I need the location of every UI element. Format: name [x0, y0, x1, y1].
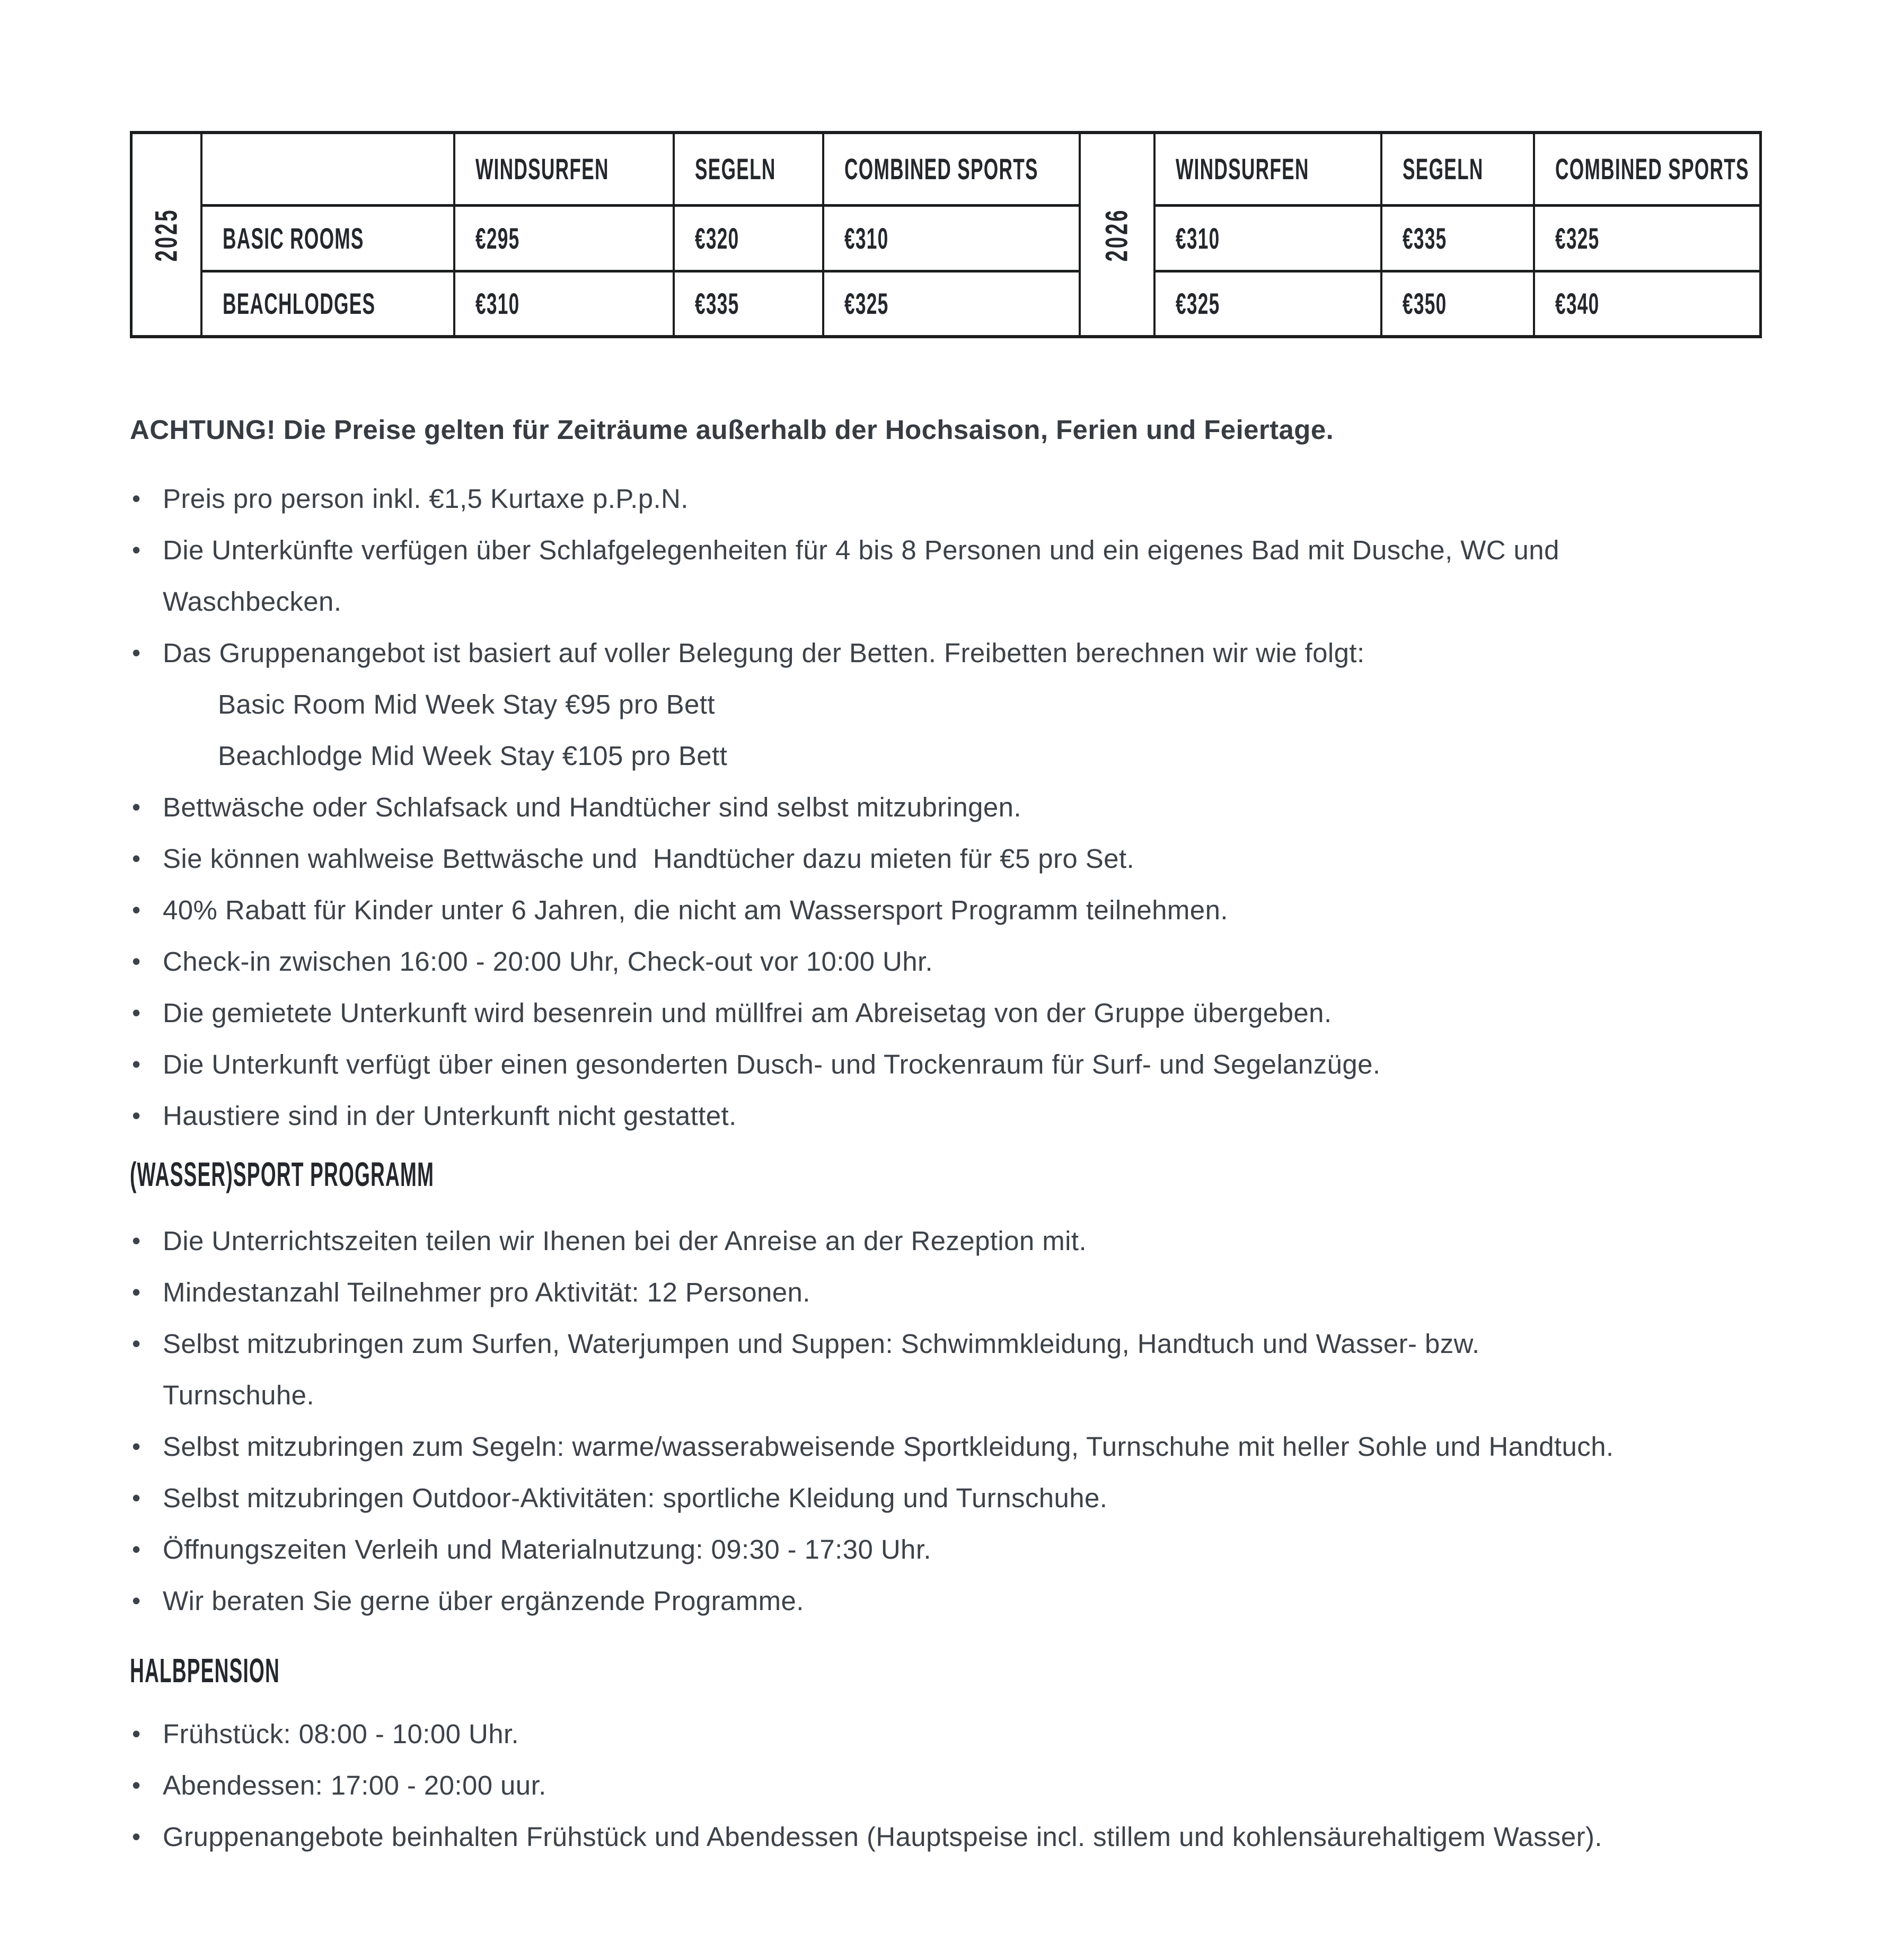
price-cell	[1534, 205, 1761, 271]
room-label-cell	[201, 271, 454, 337]
list-item: • Mindestanzahl Teilnehmer pro Aktivität: 12 Personen.	[130, 1267, 1756, 1318]
price-value: €350	[1402, 287, 1447, 321]
column-header-label: WINDSURFEN	[475, 152, 609, 186]
table-row-beachlodges	[131, 271, 1761, 337]
wassersport-list	[130, 1215, 1756, 1627]
list-item: • Die gemietete Unterkunft wird besenrein und müllfrei am Abreisetag von der Gruppe übergeben.	[130, 987, 1756, 1039]
section-heading-wassersport	[130, 1150, 1756, 1199]
table-header-row	[131, 133, 1761, 205]
price-cell	[674, 271, 823, 337]
list-item: • 40% Rabatt für Kinder unter 6 Jahren, die nicht am Wassersport Programm teilnehmen.	[130, 884, 1756, 936]
column-header-segeln-2026	[1381, 133, 1534, 205]
list-item: • Frühstück: 08:00 - 10:00 Uhr.	[130, 1708, 1756, 1760]
column-header-label: WINDSURFEN	[1175, 152, 1309, 186]
list-sub-item: Beachlodge Mid Week Stay €105 pro Bett	[218, 741, 728, 771]
list-item: • Selbst mitzubringen Outdoor-Aktivitäten: sportliche Kleidung und Turnschuhe.	[130, 1472, 1756, 1524]
column-header-label: COMBINED SPORTS	[1555, 152, 1749, 186]
price-value: €310	[1175, 221, 1220, 255]
column-header-windsurfen-2026	[1154, 133, 1381, 205]
price-value: €335	[694, 287, 739, 321]
list-item: • Selbst mitzubringen zum Segeln: warme/wasserabweisende Sportkleidung, Turnschuhe mit heller Sohle und Handtuch.	[130, 1421, 1756, 1472]
list-item: • Öffnungszeiten Verleih und Materialnutzung: 09:30 - 17:30 Uhr.	[130, 1524, 1756, 1575]
price-value: €325	[1555, 221, 1600, 255]
price-value: €310	[475, 287, 520, 321]
list-item: • Das Gruppenangebot ist basiert auf voller Belegung der Betten. Freibetten berechnen wir wie folgt:	[130, 627, 1756, 679]
notice-text: ACHTUNG! Die Preise gelten für Zeiträume außerhalb der Hochsaison, Ferien und Feiertage.	[130, 415, 1334, 445]
list-sub-item: Basic Room Mid Week Stay €95 pro Bett	[218, 689, 715, 719]
price-cell	[1154, 271, 1381, 337]
price-cell	[1381, 205, 1534, 271]
price-value: €335	[1402, 221, 1447, 255]
price-cell	[454, 205, 674, 271]
column-header-label: COMBINED SPORTS	[844, 152, 1038, 186]
column-header-windsurfen-2025	[454, 133, 674, 205]
price-cell	[823, 205, 1080, 271]
room-label: BASIC ROOMS	[222, 221, 364, 255]
price-value: €320	[694, 221, 739, 255]
section-heading-label: HALBPENSION	[130, 1651, 280, 1690]
pricing-table	[130, 131, 1762, 338]
table-row-basic-rooms	[131, 205, 1761, 271]
price-value: €325	[1175, 287, 1220, 321]
list-item: • Preis pro person inkl. €1,5 Kurtaxe p.P.p.N.	[130, 473, 1756, 524]
list-item: • Abendessen: 17:00 - 20:00 uur.	[130, 1760, 1756, 1811]
price-value: €340	[1555, 287, 1600, 321]
list-item: • Die Unterkünfte verfügen über Schlafgelegenheiten für 4 bis 8 Personen und ein eigenes Bad mit Dusche, WC und	[130, 524, 1756, 576]
price-cell	[1534, 271, 1761, 337]
list-item: • Selbst mitzubringen zum Surfen, Waterjumpen und Suppen: Schwimmkleidung, Handtuch und Wasser- bzw.	[130, 1318, 1756, 1369]
column-header-combined-2025	[823, 133, 1080, 205]
list-item: • Sie können wahlweise Bettwäsche und Handtücher dazu mieten für €5 pro Set.	[130, 833, 1756, 884]
section-heading-halbpension	[130, 1646, 1756, 1695]
room-label: BEACHLODGES	[222, 287, 375, 321]
list-item: • Haustiere sind in der Unterkunft nicht gestattet.	[130, 1090, 1756, 1141]
price-value: €310	[844, 221, 889, 255]
price-cell	[823, 271, 1080, 337]
room-type-header-cell	[201, 133, 454, 205]
column-header-label: SEGELN	[1402, 152, 1484, 186]
price-cell	[1381, 271, 1534, 337]
price-cell	[674, 205, 823, 271]
year-label-2025: 2025	[149, 207, 184, 262]
column-header-combined-2026	[1534, 133, 1761, 205]
price-value: €325	[844, 287, 889, 321]
price-cell	[454, 271, 674, 337]
list-item: • Wir beraten Sie gerne über ergänzende Programme.	[130, 1575, 1756, 1627]
column-header-segeln-2025	[674, 133, 823, 205]
list-item: • Gruppenangebote beinhalten Frühstück und Abendessen (Hauptspeise incl. stillem und kohlensäurehaltigem Wasser).	[130, 1811, 1756, 1862]
price-cell	[1154, 205, 1381, 271]
list-item: • Bettwäsche oder Schlafsack und Handtücher sind selbst mitzubringen.	[130, 781, 1756, 833]
list-item-continuation: Waschbecken.	[163, 586, 342, 617]
list-item-continuation: Turnschuhe.	[163, 1380, 314, 1410]
column-header-label: SEGELN	[694, 152, 776, 186]
price-value: €295	[475, 221, 520, 255]
year-cell-2026	[1080, 133, 1154, 337]
section-heading-label: (WASSER)SPORT PROGRAMM	[130, 1155, 435, 1193]
halbpension-list	[130, 1708, 1756, 1862]
year-label-2026: 2026	[1099, 207, 1134, 262]
list-item: • Die Unterrichtszeiten teilen wir Ihenen bei der Anreise an der Rezeption mit.	[130, 1215, 1756, 1267]
room-label-cell	[201, 205, 454, 271]
year-cell-2025	[131, 133, 201, 337]
list-item: • Die Unterkunft verfügt über einen gesonderten Dusch- und Trockenraum für Surf- und Segelanzüge.	[130, 1039, 1756, 1090]
general-rules-list	[130, 473, 1756, 1141]
list-item: • Check-in zwischen 16:00 - 20:00 Uhr, Check-out vor 10:00 Uhr.	[130, 936, 1756, 987]
